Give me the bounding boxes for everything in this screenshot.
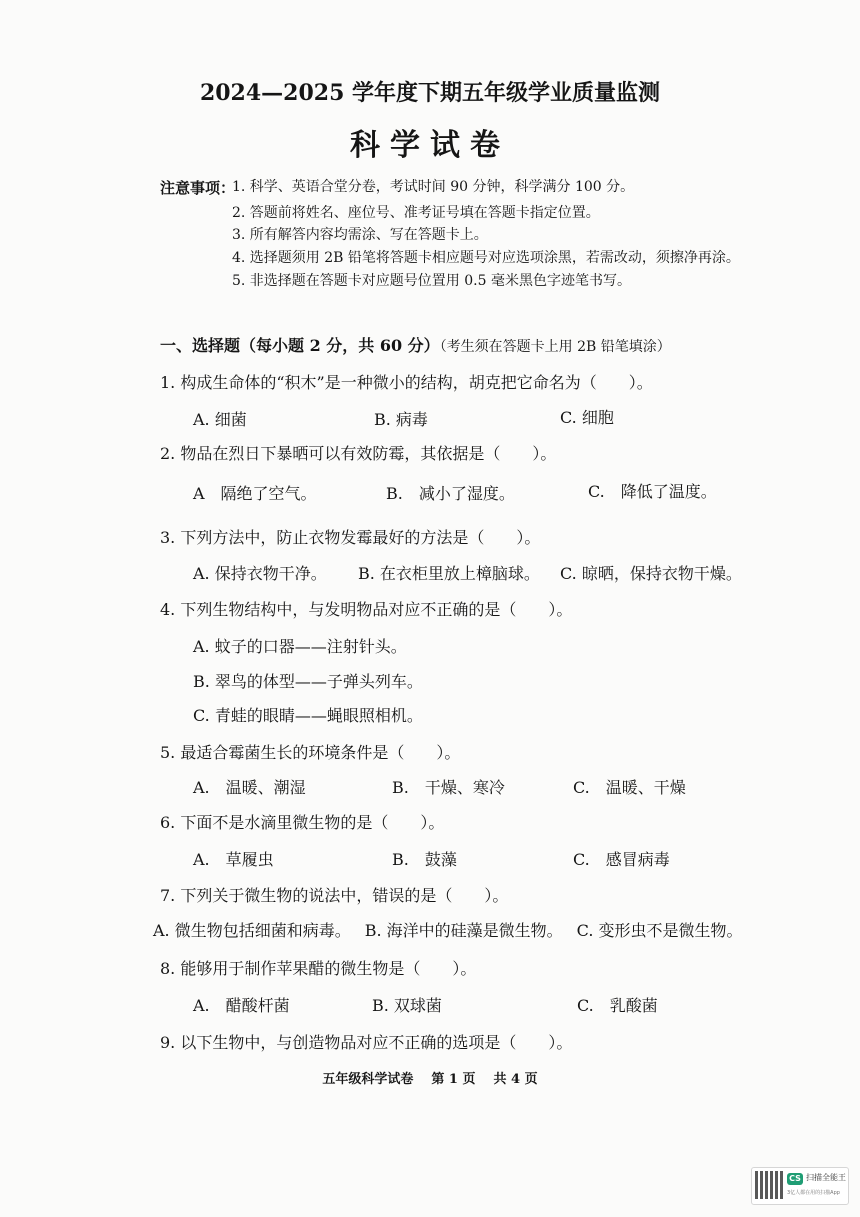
option-c: C. 降低了温度。 <box>588 482 717 501</box>
section-note: （考生须在答题卡上用 2B 铅笔填涂） <box>439 339 671 355</box>
subject-title: 科学试卷 <box>350 128 510 163</box>
option-a: A. 醋酸杆菌 <box>193 996 290 1015</box>
option-a: A. 温暖、潮湿 <box>193 778 306 797</box>
question-stem: 3. 下列方法中，防止衣物发霉最好的方法是（ ）。 <box>160 528 541 547</box>
option-c: C. 青蛙的眼睛——蝇眼照相机。 <box>193 706 423 725</box>
option-b: B. 减小了湿度。 <box>386 484 515 503</box>
watermark-name: 扫描全能王 <box>806 1173 846 1182</box>
notice-item: 1. 科学、英语合堂分卷，考试时间 90 分钟，科学满分 100 分。 <box>232 179 635 195</box>
option-b: B. 翠鸟的体型——子弹头列车。 <box>193 672 423 691</box>
option-a: A. 微生物包括细菌和病毒。 <box>153 921 351 940</box>
qr-code-icon <box>755 1171 783 1199</box>
option-c: C. 感冒病毒 <box>573 850 670 869</box>
question-stem: 4. 下列生物结构中，与发明物品对应不正确的是（ ）。 <box>160 600 573 619</box>
question-stem: 6. 下面不是水滴里微生物的是（ ）。 <box>160 813 445 832</box>
option-b: B. 在衣柜里放上樟脑球。 <box>358 564 540 583</box>
question-stem: 8. 能够用于制作苹果醋的微生物是（ ）。 <box>160 959 477 978</box>
option-b: B. 鼓藻 <box>392 850 457 869</box>
scanner-logo-icon: CS <box>787 1173 803 1185</box>
question-stem: 2. 物品在烈日下暴晒可以有效防霉，其依据是（ ）。 <box>160 444 557 463</box>
option-a: A. 细菌 <box>193 410 247 429</box>
option-b: B. 海洋中的硅藻是微生物。 <box>364 921 563 940</box>
option-c: C. 乳酸菌 <box>577 996 658 1015</box>
section-title: 一、选择题（每小题 2 分，共 60 分） <box>160 336 440 355</box>
option-a: A 隔绝了空气。 <box>193 484 317 503</box>
option-a: A. 草履虫 <box>193 850 274 869</box>
option-c: C. 晾晒，保持衣物干燥。 <box>560 564 742 583</box>
notice-item: 5. 非选择题在答题卡对应题号位置用 0.5 毫米黑色字迹笔书写。 <box>232 273 631 289</box>
notice-label: 注意事项： <box>160 179 236 197</box>
scanner-watermark <box>751 1167 849 1205</box>
option-a: A. 蚊子的口器——注射针头。 <box>193 637 407 656</box>
option-b: B. 双球菌 <box>372 996 442 1015</box>
option-row <box>153 918 757 941</box>
page-footer <box>0 1068 860 1087</box>
footer-total: 共 4 页 <box>493 1072 538 1087</box>
footer-page: 第 1 页 <box>431 1072 476 1087</box>
exam-title: 2024—2025 学年度下期五年级学业质量监测 <box>199 80 661 106</box>
option-b: B. 病毒 <box>374 410 428 429</box>
option-b: B. 干燥、寒冷 <box>392 778 505 797</box>
option-c: C. 温暖、干燥 <box>573 778 686 797</box>
option-c: C. 变形虫不是微生物。 <box>576 921 743 940</box>
notice-item: 3. 所有解答内容均需涂、写在答题卡上。 <box>232 227 488 243</box>
question-stem: 5. 最适合霉菌生长的环境条件是（ ）。 <box>160 743 461 762</box>
question-stem: 9. 以下生物中，与创造物品对应不正确的选项是（ ）。 <box>160 1033 573 1052</box>
question-stem: 7. 下列关于微生物的说法中，错误的是（ ）。 <box>160 886 509 905</box>
section-heading <box>160 333 671 356</box>
notice-item: 2. 答题前将姓名、座位号、准考证号填在答题卡指定位置。 <box>232 205 600 221</box>
watermark-subtitle: 3亿人都在用的扫描App <box>787 1190 840 1196</box>
notice-item: 4. 选择题须用 2B 铅笔将答题卡相应题号对应选项涂黑，若需改动，须擦净再涂。 <box>232 250 740 266</box>
option-a: A. 保持衣物干净。 <box>193 564 327 583</box>
option-c: C. 细胞 <box>560 408 614 427</box>
question-stem: 1. 构成生命体的“积木”是一种微小的结构，胡克把它命名为（ ）。 <box>160 373 653 392</box>
footer-subject: 五年级科学试卷 <box>322 1072 414 1087</box>
